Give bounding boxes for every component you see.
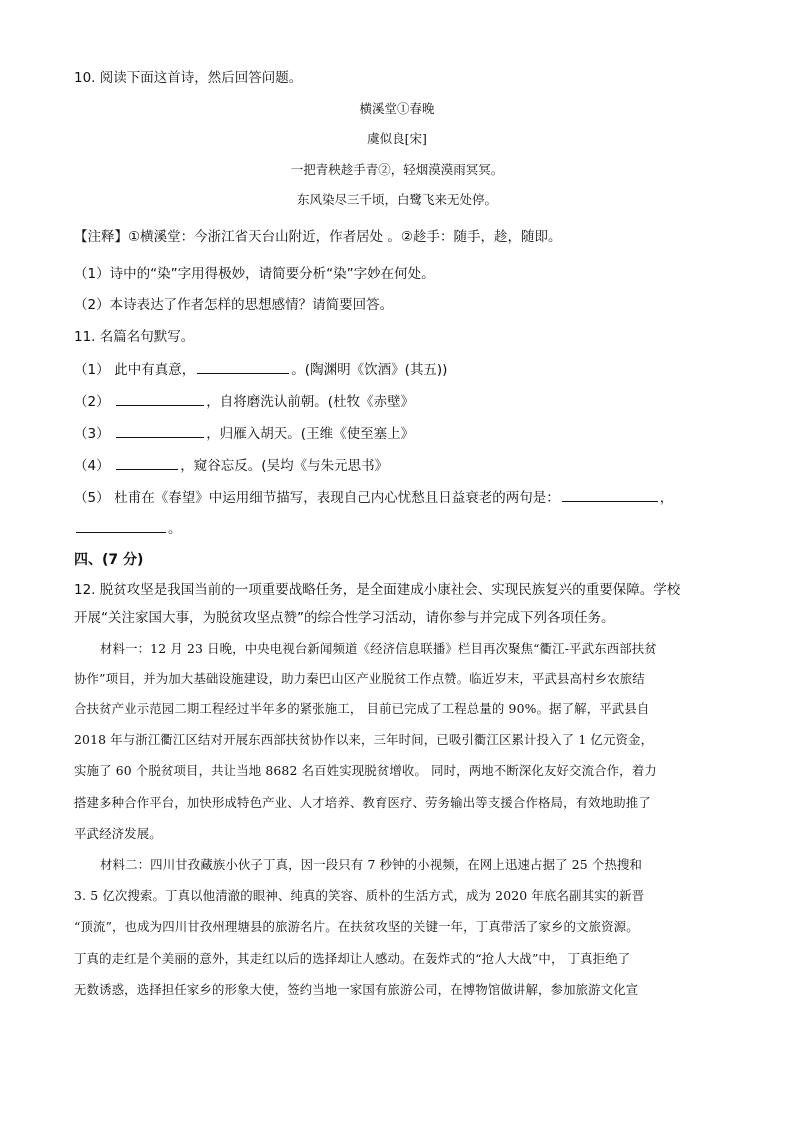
item-end: 。: [168, 521, 182, 537]
q11-item-2: [74, 391, 414, 412]
answer-blank[interactable]: [116, 423, 204, 438]
q11-item-4: [74, 455, 388, 476]
material-1-line: 2018 年与浙江衢江区结对开展东西部扶贫协作以来，三年时间，已吸引衢江区累计投入了 1 亿元资金，: [74, 732, 654, 747]
material-1-line: 平武经济发展。: [74, 826, 162, 841]
answer-blank[interactable]: [76, 518, 166, 533]
item-number: （5）: [74, 490, 110, 506]
poem-line-1: 一把青秧趁手青②，轻烟漠漠雨冥冥。: [290, 162, 504, 177]
material-1-line: 搭建多种合作平台，加快形成特色产业、人才培养、教育医疗、劳务输出等支援合作格局，有效地助推了: [74, 795, 651, 810]
q12-intro-line-2: 开展“关注家国大事，为脱贫攻坚点赞”的综合性学习活动，请你参与并完成下列各项任务。: [74, 610, 615, 626]
poem-line-2: 东风染尽三千顷，白鹭飞来无处停。: [296, 192, 497, 207]
material-2-line: “顶流”，也成为四川甘孜州理塘县的旅游名片。在扶贫攻坚的关键一年，丁真带活了家乡的文旅资源。: [74, 919, 639, 934]
item-number: （4）: [74, 458, 110, 474]
answer-blank[interactable]: [116, 391, 204, 406]
answer-blank[interactable]: [116, 455, 178, 470]
q11-title: 11. 名篇名句默写。: [74, 329, 195, 345]
material-1-line: 合扶贫产业示范园二期工程经过半年多的紧张施工， 目前已完成了工程总量的 90%。据了解，平武县自: [74, 701, 650, 716]
item-text-after: 。(陶渊明《饮酒》(其五)): [291, 362, 448, 378]
item-comma: ，: [659, 490, 674, 506]
q11-item-1: [74, 359, 447, 380]
item-text: 杜甫在《春望》中运用细节描写，表现自己内心忧愁且日益衰老的两句是：: [114, 490, 560, 506]
q10-sub-2: （2）本诗表达了作者怎样的思想感情？请简要回答。: [74, 297, 394, 313]
poem-note: 【注释】①横溪堂：今浙江省天台山附近，作者居处 。②趁手：随手，趁，随即。: [74, 229, 562, 245]
q11-item-5-cont: [74, 518, 182, 539]
material-1-line: 协作”项目，并为加大基础设施建设，助力秦巴山区产业脱贫工作点赞。临近岁末，平武县高村乡农旅结: [74, 671, 645, 686]
answer-blank[interactable]: [197, 359, 289, 374]
q10-title: 10. 阅读下面这首诗，然后回答问题。: [74, 70, 303, 86]
material-2-line: 丁真的走红是个美丽的意外，其走红以后的选择却让人感动。在轰炸式的“抢人大战”中， 丁真拒绝了: [74, 951, 631, 966]
material-1-line: 材料一：12 月 23 日晚，中央电视台新闻频道《经济信息联播》栏目再次聚焦“衢江-平武东西部扶贫: [100, 641, 657, 656]
poem-author: 虞似良[宋]: [367, 131, 427, 146]
q12-intro-line-1: 12. 脱贫攻坚是我国当前的一项重要战略任务，是全面建成小康社会、实现民族复兴的重要保障。学校: [74, 582, 681, 598]
q10-sub-1: （1）诗中的“染”字用得极妙，请简要分析“染”字妙在何处。: [74, 266, 435, 282]
item-number: （3）: [74, 426, 110, 442]
item-text-after: ，窥谷忘反。(吴均《与朱元思书》: [180, 458, 389, 474]
q11-item-3: [74, 423, 414, 444]
material-2-line: 无数诱惑，选择担任家乡的形象大使，签约当地一家国有旅游公司，在博物馆做讲解，参加旅游文化宣: [74, 982, 639, 997]
material-1-line: 实施了 60 个脱贫项目，共让当地 8682 名百姓实现脱贫增收。 同时，两地不断深化友好交流合作，着力: [74, 763, 657, 778]
item-text-before: 此中有真意，: [114, 362, 196, 378]
answer-blank[interactable]: [562, 487, 658, 502]
poem-title: 横溪堂①春晚: [359, 101, 435, 116]
material-2-line: 材料二：四川甘孜藏族小伙子丁真，因一段只有 7 秒钟的小视频，在网上迅速占据了 25 个热搜和: [100, 857, 643, 872]
section-heading: 四、(7 分): [74, 552, 144, 568]
item-number: （1）: [74, 362, 110, 378]
item-text-after: ，自将磨洗认前朝。(杜牧《赤壁》: [206, 394, 415, 410]
q11-item-5: [74, 487, 673, 508]
item-number: （2）: [74, 394, 110, 410]
material-2-line: 3. 5 亿次搜索。丁真以他清澈的眼神、纯真的笑容、质朴的生活方式，成为 2020 年底名副其实的新晋: [74, 888, 645, 903]
item-text-after: ，归雁入胡天。(王维《使至塞上》: [206, 426, 415, 442]
